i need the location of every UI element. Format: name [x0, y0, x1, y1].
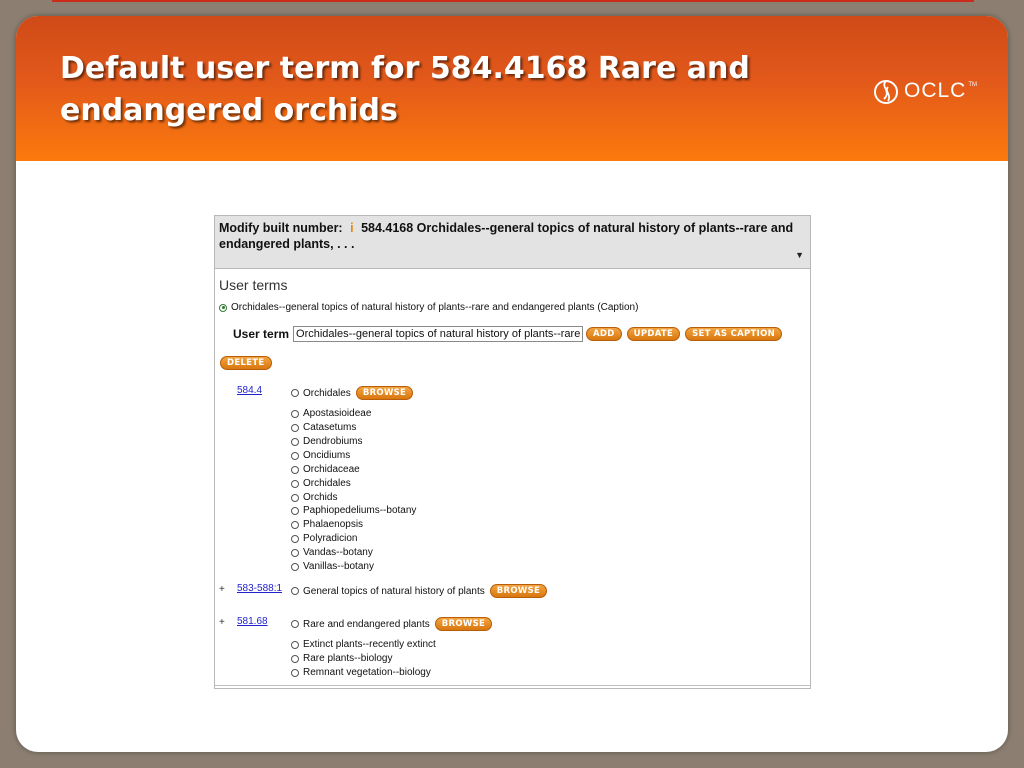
term-option[interactable]: [291, 667, 431, 678]
term-option[interactable]: [291, 436, 362, 447]
delete-button[interactable]: DELETE: [220, 356, 272, 370]
term-label: Apostasioideae: [303, 408, 372, 419]
term-label: Polyradicion: [303, 533, 358, 544]
term-label: Vanillas--botany: [303, 561, 374, 572]
caption-option[interactable]: [219, 302, 638, 313]
logo-text: OCLC: [904, 79, 967, 102]
set-as-caption-button[interactable]: SET AS CAPTION: [685, 327, 782, 341]
radio-button[interactable]: [291, 438, 299, 446]
term-label: Extinct plants--recently extinct: [303, 639, 436, 650]
term-label: General topics of natural history of plants: [303, 585, 485, 597]
term-option[interactable]: [291, 639, 436, 650]
caption-option-label: Orchidales--general topics of natural history of plants--rare and endangered plants (Caption): [231, 302, 639, 313]
term-label: Remnant vegetation--biology: [303, 667, 431, 678]
group-heading-581-68[interactable]: [291, 617, 492, 631]
expand-plus-icon[interactable]: +: [219, 584, 225, 595]
term-label: Orchidales: [303, 478, 351, 489]
term-label: Rare plants--biology: [303, 653, 393, 664]
built-number-text: 584.4168 Orchidales--general topics of natural history of plants--rare and endangered plants, . . .: [219, 221, 794, 251]
logo-trademark: TM: [968, 82, 978, 88]
radio-button[interactable]: [291, 655, 299, 663]
modify-built-number-panel: [214, 215, 811, 689]
top-accent-line: [52, 0, 974, 2]
slide-header: [16, 16, 1008, 161]
user-terms-title: User terms: [219, 277, 288, 293]
group-heading-584-4[interactable]: [291, 386, 413, 400]
term-option[interactable]: [291, 408, 371, 419]
term-option[interactable]: [291, 505, 416, 516]
radio-button[interactable]: [291, 641, 299, 649]
built-number-label: Modify built number:: [219, 221, 343, 235]
term-option[interactable]: [291, 422, 356, 433]
radio-button[interactable]: [291, 587, 299, 595]
term-label: Orchidaceae: [303, 464, 360, 475]
panel-header: [215, 216, 810, 269]
radio-button[interactable]: [291, 424, 299, 432]
term-option[interactable]: [291, 478, 351, 489]
term-label: Phalaenopsis: [303, 519, 364, 530]
term-option[interactable]: [291, 533, 357, 544]
number-link-584-4[interactable]: 584.4: [237, 385, 263, 396]
slide-title: Default user term for 584.4168 Rare and endangered orchids: [60, 51, 750, 128]
term-option[interactable]: [291, 492, 337, 503]
radio-button[interactable]: [291, 452, 299, 460]
term-option[interactable]: [291, 561, 374, 572]
slide: [16, 16, 1008, 752]
expand-caret-icon[interactable]: ▼: [795, 250, 804, 260]
term-label: Paphiopedeliums--botany: [303, 505, 417, 516]
term-option[interactable]: [291, 519, 363, 530]
browse-button[interactable]: BROWSE: [356, 386, 413, 400]
radio-button[interactable]: [291, 466, 299, 474]
term-label: Vandas--botany: [303, 547, 373, 558]
radio-button[interactable]: [291, 669, 299, 677]
term-option[interactable]: [291, 450, 350, 461]
oclc-logo: [872, 74, 977, 108]
radio-button[interactable]: [291, 563, 299, 571]
radio-button[interactable]: [291, 549, 299, 557]
browse-button[interactable]: BROWSE: [435, 617, 492, 631]
update-button[interactable]: UPDATE: [627, 327, 681, 341]
browse-button[interactable]: BROWSE: [490, 584, 547, 598]
radio-button[interactable]: [291, 494, 299, 502]
expand-plus-icon[interactable]: +: [219, 617, 225, 628]
term-option[interactable]: [291, 464, 360, 475]
info-icon[interactable]: i: [350, 221, 354, 235]
radio-button[interactable]: [291, 521, 299, 529]
delete-row: [220, 356, 272, 370]
radio-button[interactable]: [291, 389, 299, 397]
add-button[interactable]: ADD: [586, 327, 622, 341]
term-label: Orchids: [303, 492, 338, 503]
term-label: Dendrobiums: [303, 436, 363, 447]
oclc-flame-icon: [872, 75, 900, 107]
radio-button[interactable]: [291, 507, 299, 515]
panel-bottom-divider: [215, 685, 810, 686]
radio-button[interactable]: [291, 480, 299, 488]
term-option[interactable]: [291, 547, 373, 558]
term-option[interactable]: [291, 653, 393, 664]
term-label: Catasetums: [303, 422, 357, 433]
term-label: Orchidales: [303, 387, 351, 399]
number-link-581-68[interactable]: 581.68: [237, 616, 268, 627]
radio-button[interactable]: [291, 535, 299, 543]
term-label: Rare and endangered plants: [303, 618, 430, 630]
user-term-input[interactable]: [293, 326, 583, 342]
radio-button[interactable]: [291, 620, 299, 628]
caption-radio[interactable]: [219, 304, 227, 312]
group-heading-583-588[interactable]: [291, 584, 547, 598]
built-number-heading: [219, 220, 804, 252]
number-link-583-588[interactable]: 583-588:1: [237, 583, 283, 594]
radio-button[interactable]: [291, 410, 299, 418]
user-term-label: User term: [233, 327, 290, 341]
user-term-row: [233, 326, 782, 342]
term-label: Oncidiums: [303, 450, 351, 461]
